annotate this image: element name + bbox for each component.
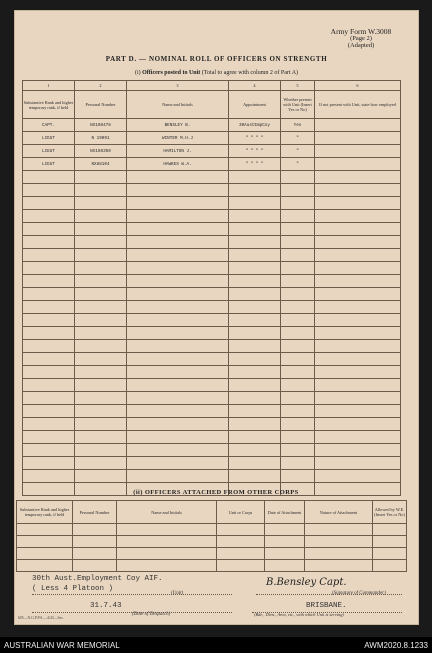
table-cell bbox=[23, 210, 75, 223]
table-cell bbox=[127, 171, 229, 184]
table-cell bbox=[281, 353, 315, 366]
table-cell bbox=[23, 262, 75, 275]
table-cell bbox=[229, 171, 281, 184]
table-cell bbox=[305, 536, 373, 548]
officers-on-strength-table bbox=[22, 80, 401, 496]
table-cell bbox=[229, 262, 281, 275]
archive-reference: AWM2020.8.1233 bbox=[364, 641, 428, 650]
table-cell bbox=[315, 236, 401, 249]
table-cell bbox=[23, 314, 75, 327]
table-cell: " " " " bbox=[229, 145, 281, 158]
column-header: Appointment bbox=[229, 91, 281, 119]
form-number-line2: (Page 2) bbox=[350, 35, 372, 42]
table-cell bbox=[127, 353, 229, 366]
table-cell bbox=[265, 548, 305, 560]
column-header: Unit or Corps bbox=[217, 501, 265, 524]
table-cell bbox=[229, 184, 281, 197]
table-cell bbox=[117, 560, 217, 572]
table-cell bbox=[305, 524, 373, 536]
table-cell bbox=[75, 470, 127, 483]
table-cell bbox=[229, 327, 281, 340]
table-cell bbox=[281, 301, 315, 314]
table-cell bbox=[127, 197, 229, 210]
blank-row bbox=[23, 314, 401, 327]
table-cell bbox=[127, 379, 229, 392]
table-cell bbox=[315, 262, 401, 275]
subtitle-rest: (Total to agree with column 2 of Part A) bbox=[201, 70, 299, 76]
table-cell bbox=[75, 327, 127, 340]
table-cell bbox=[229, 366, 281, 379]
table-cell bbox=[23, 236, 75, 249]
blank-row bbox=[23, 379, 401, 392]
table-cell bbox=[229, 431, 281, 444]
unit-name: 30th Aust.Employment Coy AIF. bbox=[32, 575, 163, 583]
table-cell bbox=[23, 171, 75, 184]
blank-row bbox=[23, 184, 401, 197]
table-cell bbox=[373, 560, 407, 572]
column-number: 2 bbox=[75, 81, 127, 91]
table-cell: WINTER M.H.J bbox=[127, 132, 229, 145]
table-cell bbox=[281, 249, 315, 262]
table-cell bbox=[315, 119, 401, 132]
blank-row bbox=[23, 457, 401, 470]
unit-detail: ( Less 4 Platoon ) bbox=[32, 585, 114, 593]
table-cell bbox=[17, 524, 73, 536]
blank-row bbox=[23, 275, 401, 288]
table-cell bbox=[23, 288, 75, 301]
table-cell bbox=[281, 431, 315, 444]
table-cell bbox=[229, 288, 281, 301]
part-title: PART D. — NOMINAL ROLL OF OFFICERS ON STRENGTH bbox=[105, 55, 328, 63]
table-cell bbox=[75, 405, 127, 418]
despatch-date: 31.7.43 bbox=[90, 602, 122, 610]
table-cell bbox=[75, 392, 127, 405]
table-cell bbox=[127, 288, 229, 301]
column-number: 4 bbox=[229, 81, 281, 91]
table-cell bbox=[75, 197, 127, 210]
column-number: 3 bbox=[127, 81, 229, 91]
table-cell bbox=[373, 524, 407, 536]
blank-row bbox=[23, 327, 401, 340]
table-cell bbox=[281, 288, 315, 301]
table-cell bbox=[229, 210, 281, 223]
serving-place: BRISBANE. bbox=[306, 602, 347, 610]
table-cell bbox=[75, 184, 127, 197]
table-cell bbox=[17, 560, 73, 572]
column-number: 5 bbox=[281, 81, 315, 91]
table-cell bbox=[373, 548, 407, 560]
table-cell bbox=[229, 340, 281, 353]
archive-name: AUSTRALIAN WAR MEMORIAL bbox=[4, 641, 120, 650]
table-cell bbox=[75, 210, 127, 223]
table-cell bbox=[23, 470, 75, 483]
table-cell bbox=[17, 548, 73, 560]
table-cell bbox=[127, 301, 229, 314]
table-cell bbox=[23, 223, 75, 236]
table-cell: " bbox=[281, 145, 315, 158]
blank-row bbox=[23, 340, 401, 353]
table-cell bbox=[315, 132, 401, 145]
table-cell bbox=[281, 392, 315, 405]
table-cell bbox=[23, 249, 75, 262]
column-number-row bbox=[23, 81, 401, 91]
table-cell bbox=[127, 444, 229, 457]
table-cell bbox=[23, 405, 75, 418]
table-cell bbox=[117, 524, 217, 536]
table-cell bbox=[23, 366, 75, 379]
table-cell bbox=[127, 327, 229, 340]
table-cell bbox=[265, 536, 305, 548]
table-cell bbox=[315, 418, 401, 431]
archive-footer bbox=[0, 637, 432, 653]
table-cell: " " " " bbox=[229, 158, 281, 171]
table-cell bbox=[75, 366, 127, 379]
table-cell bbox=[75, 444, 127, 457]
table-cell: HAMILTON J. bbox=[127, 145, 229, 158]
attached-header-row bbox=[17, 501, 407, 524]
attached-section-title: (ii) OFFICERS ATTACHED FROM OTHER CORPS bbox=[133, 489, 299, 496]
blank-row bbox=[23, 223, 401, 236]
officer-row bbox=[23, 119, 401, 132]
table-cell bbox=[217, 560, 265, 572]
table-cell bbox=[75, 314, 127, 327]
blank-row bbox=[23, 418, 401, 431]
table-cell bbox=[315, 314, 401, 327]
table-cell bbox=[127, 418, 229, 431]
table-cell bbox=[75, 288, 127, 301]
table-cell bbox=[217, 548, 265, 560]
table-cell bbox=[315, 223, 401, 236]
table-cell bbox=[281, 223, 315, 236]
column-header: Whether present with Unit (Insert Yes or No) bbox=[281, 91, 315, 119]
table-cell bbox=[73, 536, 117, 548]
table-cell bbox=[315, 353, 401, 366]
table-cell bbox=[23, 275, 75, 288]
table-cell: NX88104 bbox=[75, 158, 127, 171]
table-cell bbox=[229, 392, 281, 405]
blank-row bbox=[23, 210, 401, 223]
table-cell bbox=[373, 536, 407, 548]
column-header: Personal Number bbox=[75, 91, 127, 119]
table-cell: LIEUT bbox=[23, 158, 75, 171]
column-header: Date of Attachment bbox=[265, 501, 305, 524]
form-number-line3: (Adapted) bbox=[347, 42, 375, 49]
column-header: Substantive Rank and higher temporary rank, if held bbox=[17, 501, 73, 524]
table-cell bbox=[229, 236, 281, 249]
column-header: If not present with Unit, state how employed bbox=[315, 91, 401, 119]
table-cell bbox=[117, 548, 217, 560]
table-cell bbox=[75, 301, 127, 314]
table-cell bbox=[281, 275, 315, 288]
table-cell bbox=[229, 470, 281, 483]
table-cell bbox=[127, 392, 229, 405]
form-number bbox=[321, 28, 401, 49]
table-cell bbox=[265, 524, 305, 536]
table-cell bbox=[127, 366, 229, 379]
table-cell bbox=[127, 262, 229, 275]
subtitle-bold: Officers posted to Unit bbox=[142, 70, 201, 76]
column-number: 6 bbox=[315, 81, 401, 91]
table-cell bbox=[281, 366, 315, 379]
table-cell: LIEUT bbox=[23, 132, 75, 145]
table-cell bbox=[281, 405, 315, 418]
table-cell bbox=[127, 314, 229, 327]
blank-row bbox=[23, 288, 401, 301]
table-cell bbox=[265, 560, 305, 572]
table-cell bbox=[315, 392, 401, 405]
table-cell bbox=[281, 470, 315, 483]
table-cell: " " " " bbox=[229, 132, 281, 145]
table-cell bbox=[75, 353, 127, 366]
table-cell bbox=[281, 262, 315, 275]
table-cell: NX108478 bbox=[75, 119, 127, 132]
table-cell bbox=[75, 457, 127, 470]
blank-row bbox=[17, 560, 407, 572]
blank-row bbox=[23, 301, 401, 314]
table-cell bbox=[73, 548, 117, 560]
unit-label: (Unit) bbox=[171, 591, 184, 596]
table-cell bbox=[315, 327, 401, 340]
table-cell bbox=[229, 197, 281, 210]
table-cell bbox=[315, 470, 401, 483]
blank-row bbox=[23, 366, 401, 379]
column-header: Personal Number bbox=[73, 501, 117, 524]
table-cell bbox=[229, 223, 281, 236]
table-cell bbox=[127, 184, 229, 197]
table-cell bbox=[23, 327, 75, 340]
table-cell bbox=[229, 249, 281, 262]
blank-row bbox=[23, 171, 401, 184]
table-cell: " bbox=[281, 158, 315, 171]
table-cell bbox=[23, 184, 75, 197]
table-cell: HAWKES W.A. bbox=[127, 158, 229, 171]
table-cell bbox=[281, 340, 315, 353]
table-cell bbox=[127, 249, 229, 262]
officer-row bbox=[23, 158, 401, 171]
table-cell bbox=[281, 197, 315, 210]
place-label: (Bde., Divn., Area, etc., with which Unit is serving) bbox=[254, 612, 344, 617]
table-cell bbox=[23, 392, 75, 405]
table-cell bbox=[315, 210, 401, 223]
column-header: Allowed by W.E. (Insert Yes or No) bbox=[373, 501, 407, 524]
table-cell bbox=[23, 379, 75, 392]
table-cell bbox=[281, 171, 315, 184]
subtitle-prefix: (i) bbox=[134, 70, 141, 76]
table-cell bbox=[23, 457, 75, 470]
blank-row bbox=[23, 405, 401, 418]
column-header: Name and Initials bbox=[117, 501, 217, 524]
column-header: Name and Initials bbox=[127, 91, 229, 119]
table-cell bbox=[17, 536, 73, 548]
table-cell bbox=[127, 470, 229, 483]
table-cell bbox=[281, 457, 315, 470]
blank-row bbox=[23, 353, 401, 366]
table-cell: " bbox=[281, 132, 315, 145]
table-cell bbox=[127, 210, 229, 223]
officer-row bbox=[23, 132, 401, 145]
blank-row bbox=[23, 392, 401, 405]
attached-rows bbox=[17, 524, 407, 572]
table-cell bbox=[229, 379, 281, 392]
table-cell bbox=[229, 418, 281, 431]
table-cell bbox=[281, 236, 315, 249]
blank-row bbox=[23, 470, 401, 483]
table-cell bbox=[281, 379, 315, 392]
table-cell bbox=[281, 314, 315, 327]
table-cell bbox=[75, 418, 127, 431]
table-cell bbox=[281, 418, 315, 431]
table-cell bbox=[75, 171, 127, 184]
table-cell bbox=[315, 379, 401, 392]
table-cell: CAPT. bbox=[23, 119, 75, 132]
table-cell bbox=[315, 444, 401, 457]
table-cell bbox=[75, 379, 127, 392]
blank-row bbox=[23, 236, 401, 249]
signature-label: (Signature of Commander) bbox=[332, 591, 386, 596]
table-cell bbox=[23, 431, 75, 444]
table-cell bbox=[127, 275, 229, 288]
table-cell bbox=[315, 288, 401, 301]
table-cell bbox=[75, 236, 127, 249]
officer-row bbox=[23, 145, 401, 158]
table-cell bbox=[127, 431, 229, 444]
table-cell bbox=[217, 536, 265, 548]
table-cell bbox=[305, 548, 373, 560]
table-cell bbox=[75, 249, 127, 262]
table-cell bbox=[75, 431, 127, 444]
table-cell bbox=[75, 262, 127, 275]
unit-line bbox=[32, 594, 232, 595]
table-cell bbox=[315, 145, 401, 158]
table-cell: Yes bbox=[281, 119, 315, 132]
blank-row bbox=[23, 249, 401, 262]
commander-signature: B.Bensley Capt. bbox=[266, 577, 347, 588]
column-header-row bbox=[23, 91, 401, 119]
officer-rows bbox=[23, 119, 401, 496]
table-cell bbox=[315, 340, 401, 353]
table-cell bbox=[229, 275, 281, 288]
table-cell bbox=[127, 405, 229, 418]
column-header: Nature of Attachment bbox=[305, 501, 373, 524]
table-cell bbox=[281, 444, 315, 457]
table-cell bbox=[229, 444, 281, 457]
table-cell bbox=[127, 223, 229, 236]
table-cell: N 19091 bbox=[75, 132, 127, 145]
table-cell bbox=[23, 301, 75, 314]
table-cell bbox=[315, 275, 401, 288]
blank-row bbox=[23, 197, 401, 210]
table-cell bbox=[229, 457, 281, 470]
table-cell bbox=[127, 457, 229, 470]
table-cell bbox=[315, 457, 401, 470]
table-cell bbox=[281, 210, 315, 223]
table-cell bbox=[23, 444, 75, 457]
table-cell bbox=[23, 418, 75, 431]
table-cell bbox=[23, 353, 75, 366]
table-cell bbox=[23, 340, 75, 353]
date-label: (Date of Despatch) bbox=[132, 612, 171, 617]
table-cell: BENSLEY B. bbox=[127, 119, 229, 132]
table-cell bbox=[315, 171, 401, 184]
table-cell bbox=[117, 536, 217, 548]
table-cell bbox=[305, 560, 373, 572]
table-cell bbox=[75, 275, 127, 288]
blank-row bbox=[23, 262, 401, 275]
blank-row bbox=[17, 524, 407, 536]
blank-row bbox=[23, 431, 401, 444]
table-cell bbox=[73, 560, 117, 572]
table-cell bbox=[75, 223, 127, 236]
form-number-line1: Army Form W.3008 bbox=[330, 27, 392, 36]
table-cell bbox=[229, 301, 281, 314]
table-cell bbox=[229, 314, 281, 327]
table-cell: 30AustEmpCoy bbox=[229, 119, 281, 132]
blank-row bbox=[17, 536, 407, 548]
table-cell bbox=[315, 158, 401, 171]
column-number: 1 bbox=[23, 81, 75, 91]
table-cell bbox=[281, 327, 315, 340]
table-cell bbox=[315, 184, 401, 197]
table-cell bbox=[127, 340, 229, 353]
blank-row bbox=[17, 548, 407, 560]
table-cell bbox=[315, 197, 401, 210]
table-cell bbox=[315, 405, 401, 418]
table-cell bbox=[217, 524, 265, 536]
signature-block bbox=[16, 573, 406, 617]
section-subtitle bbox=[14, 70, 419, 76]
column-header: Substantive Rank and higher temporary rank, if held bbox=[23, 91, 75, 119]
table-cell bbox=[23, 197, 75, 210]
table-cell bbox=[229, 405, 281, 418]
table-cell bbox=[315, 431, 401, 444]
table-cell bbox=[315, 249, 401, 262]
table-cell bbox=[73, 524, 117, 536]
table-cell bbox=[229, 353, 281, 366]
table-cell: NX150350 bbox=[75, 145, 127, 158]
table-cell bbox=[75, 340, 127, 353]
officers-attached-table bbox=[16, 500, 407, 572]
table-cell bbox=[315, 366, 401, 379]
table-cell bbox=[127, 236, 229, 249]
table-cell bbox=[281, 184, 315, 197]
table-cell: LIEUT bbox=[23, 145, 75, 158]
table-cell bbox=[315, 301, 401, 314]
print-code: 605—N.G.P.P.S.—4/43—Sec. bbox=[18, 616, 64, 620]
blank-row bbox=[23, 444, 401, 457]
